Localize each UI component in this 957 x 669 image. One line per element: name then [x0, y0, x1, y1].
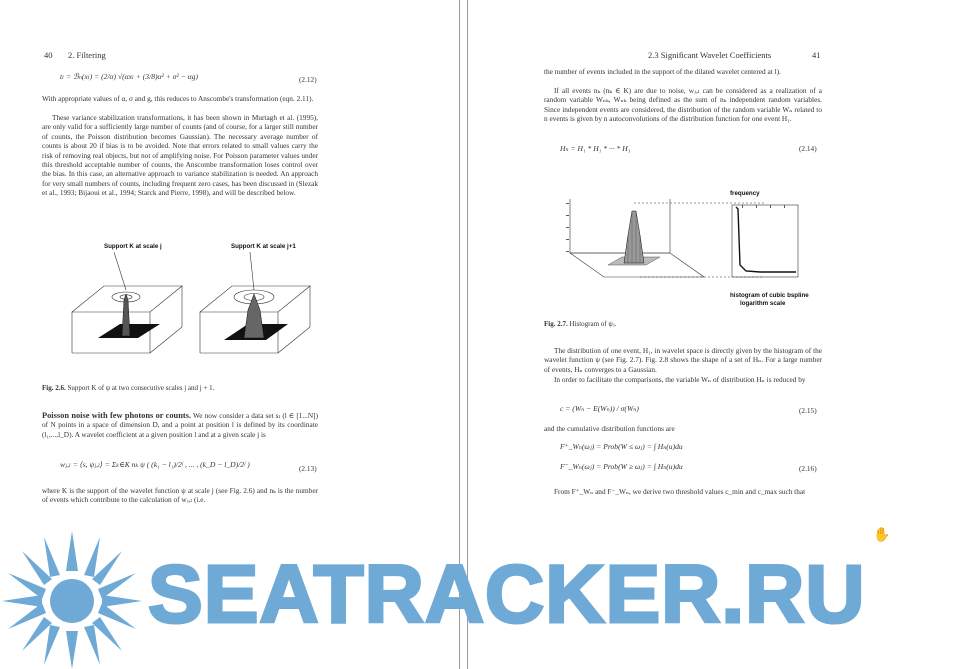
equation-2-16b: F⁻_Wₙ(ωⱼ) = Prob(W ≥ ωⱼ) = ∫ Hₙ(u)du	[560, 462, 683, 471]
equation-2-13: wⱼ,ₗ = ⟨s, ψⱼ,ₗ⟩ = Σₖ∈K nₖ ψ ( (k₁ − l₁)/2ʲ , ... , (k_D − l_D)/2ʲ )	[60, 460, 250, 469]
paragraph: From F⁺_Wₙ and F⁻_Wₙ, we derive two threshold values c_min and c_max such that	[554, 487, 806, 496]
figure-label: logarithm scale	[740, 300, 786, 307]
figure-number: Fig. 2.6.	[42, 384, 66, 392]
paragraph-text: We now consider a data set sₗ (l ∈ [1...N]) of N points in a space of dimension D, and a point at position l is defined by its coordinate (l₁,...,l_D). A wavelet coefficient at a given position l and at a given scale j is	[42, 411, 318, 439]
equation-2-15: c = (Wₙ − E(Wₙ)) / σ(Wₙ)	[560, 404, 639, 413]
paragraph: In order to facilitate the comparisons, the variable Wₙ of distribution Hₙ is reduced by	[554, 375, 806, 384]
paragraph: where K is the support of the wavelet function ψ at scale j (see Fig. 2.6) and nₖ is the number of events which contribute to the calculation of wⱼ,ₗ (i.e.	[42, 486, 318, 505]
sun-logo-icon	[0, 527, 145, 669]
left-running-head: 2. Filtering	[68, 50, 106, 60]
paragraph: With appropriate values of α, σ and g, this reduces to Anscombe's transformation (eqn. 2.11).	[42, 94, 314, 103]
equation-number: (2.13)	[299, 464, 317, 473]
equation-number: (2.15)	[799, 406, 817, 415]
figure-caption	[42, 384, 214, 392]
figure-number: Fig. 2.7.	[544, 320, 568, 328]
figure-label: histogram of cubic bspline	[730, 292, 809, 299]
figure-label: Support K at scale j+1	[231, 243, 296, 250]
figure-caption-text: Support K of ψ at two consecutive scales j and j + 1.	[67, 384, 215, 392]
right-page-number: 41	[812, 50, 821, 60]
paragraph: If all events nₖ (nₖ ∈ K) are due to noise, wⱼ,ₗ can be considered as a realization of a random variable Wₙₖ, Wₙₖ being defined as the sum of nₖ independent random variables. Since independent events are considered, the distribution of the random variable Wₙ related to n events is given by n autoconvolutions of the distribution function for one event H₁.	[544, 86, 822, 124]
equation-number: (2.16)	[799, 464, 817, 473]
equation-2-16a: F⁺_Wₙ(ωⱼ) = Prob(W ≤ ωⱼ) = ∫ Hₙ(u)du	[560, 442, 683, 451]
wavelet-histogram-figure	[564, 195, 814, 305]
paragraph: These variance stabilization transformations, it has been shown in Murtagh et al. (1995), are only valid for a sufficiently large number of counts (and of course, for a larger still number of counts, the Poisson distribution becomes Gaussian). The necessary average number of counts is about 20 if bias is to be avoided. Note that errors related to small values carry the risk of removing real objects, but not of amplifying noise. For Poisson parameter values under this threshold acceptable number of counts, the Anscombe transformation loses control over the bias. In this case, an alternative approach to variance stabilization is needed. An approach for very small numbers of counts, including frequent zero cases, has been discussed in (Slezak et al., 1993; Bijaoui et al., 1994; Starck and Pierre, 1998), and will be described below.	[42, 113, 318, 198]
equation-number: (2.12)	[299, 75, 317, 84]
figure-label: Support K at scale j	[104, 243, 162, 250]
equation-number: (2.14)	[799, 144, 817, 153]
figure-caption-text: Histogram of ψⱼ.	[569, 320, 617, 328]
equation-2-14: Hₙ = H₁ * H₁ * ··· * H₁	[560, 144, 631, 153]
hand-cursor-icon: ✋	[873, 528, 891, 543]
watermark-text: SEATRACKER.RU	[148, 549, 866, 640]
section-heading: Poisson noise with few photons or counts.	[42, 411, 192, 420]
figure-label: frequency	[730, 190, 760, 197]
figure-caption	[544, 320, 616, 328]
paragraph	[42, 411, 318, 439]
right-running-head: 2.3 Significant Wavelet Coefficients	[648, 50, 772, 60]
paragraph: and the cumulative distribution functions are	[544, 424, 675, 433]
support-surface-figure	[60, 250, 330, 380]
paragraph: The distribution of one event, H₁, in wavelet space is directly given by the histogram of the wavelet function ψ (see Fig. 2.7). Fig. 2.8 shows the shape of a set of Hₙ. For a large number of events, Hₙ converges to a Gaussian.	[544, 346, 822, 374]
equation-2-12: tₗ = ℬₙ(xₗ) = (2/α) √(αxₗ + (3/8)α² + σ² − αg)	[60, 72, 198, 81]
left-page-number: 40	[44, 50, 53, 60]
paragraph: the number of events included in the support of the dilated wavelet centered at l).	[544, 67, 781, 76]
